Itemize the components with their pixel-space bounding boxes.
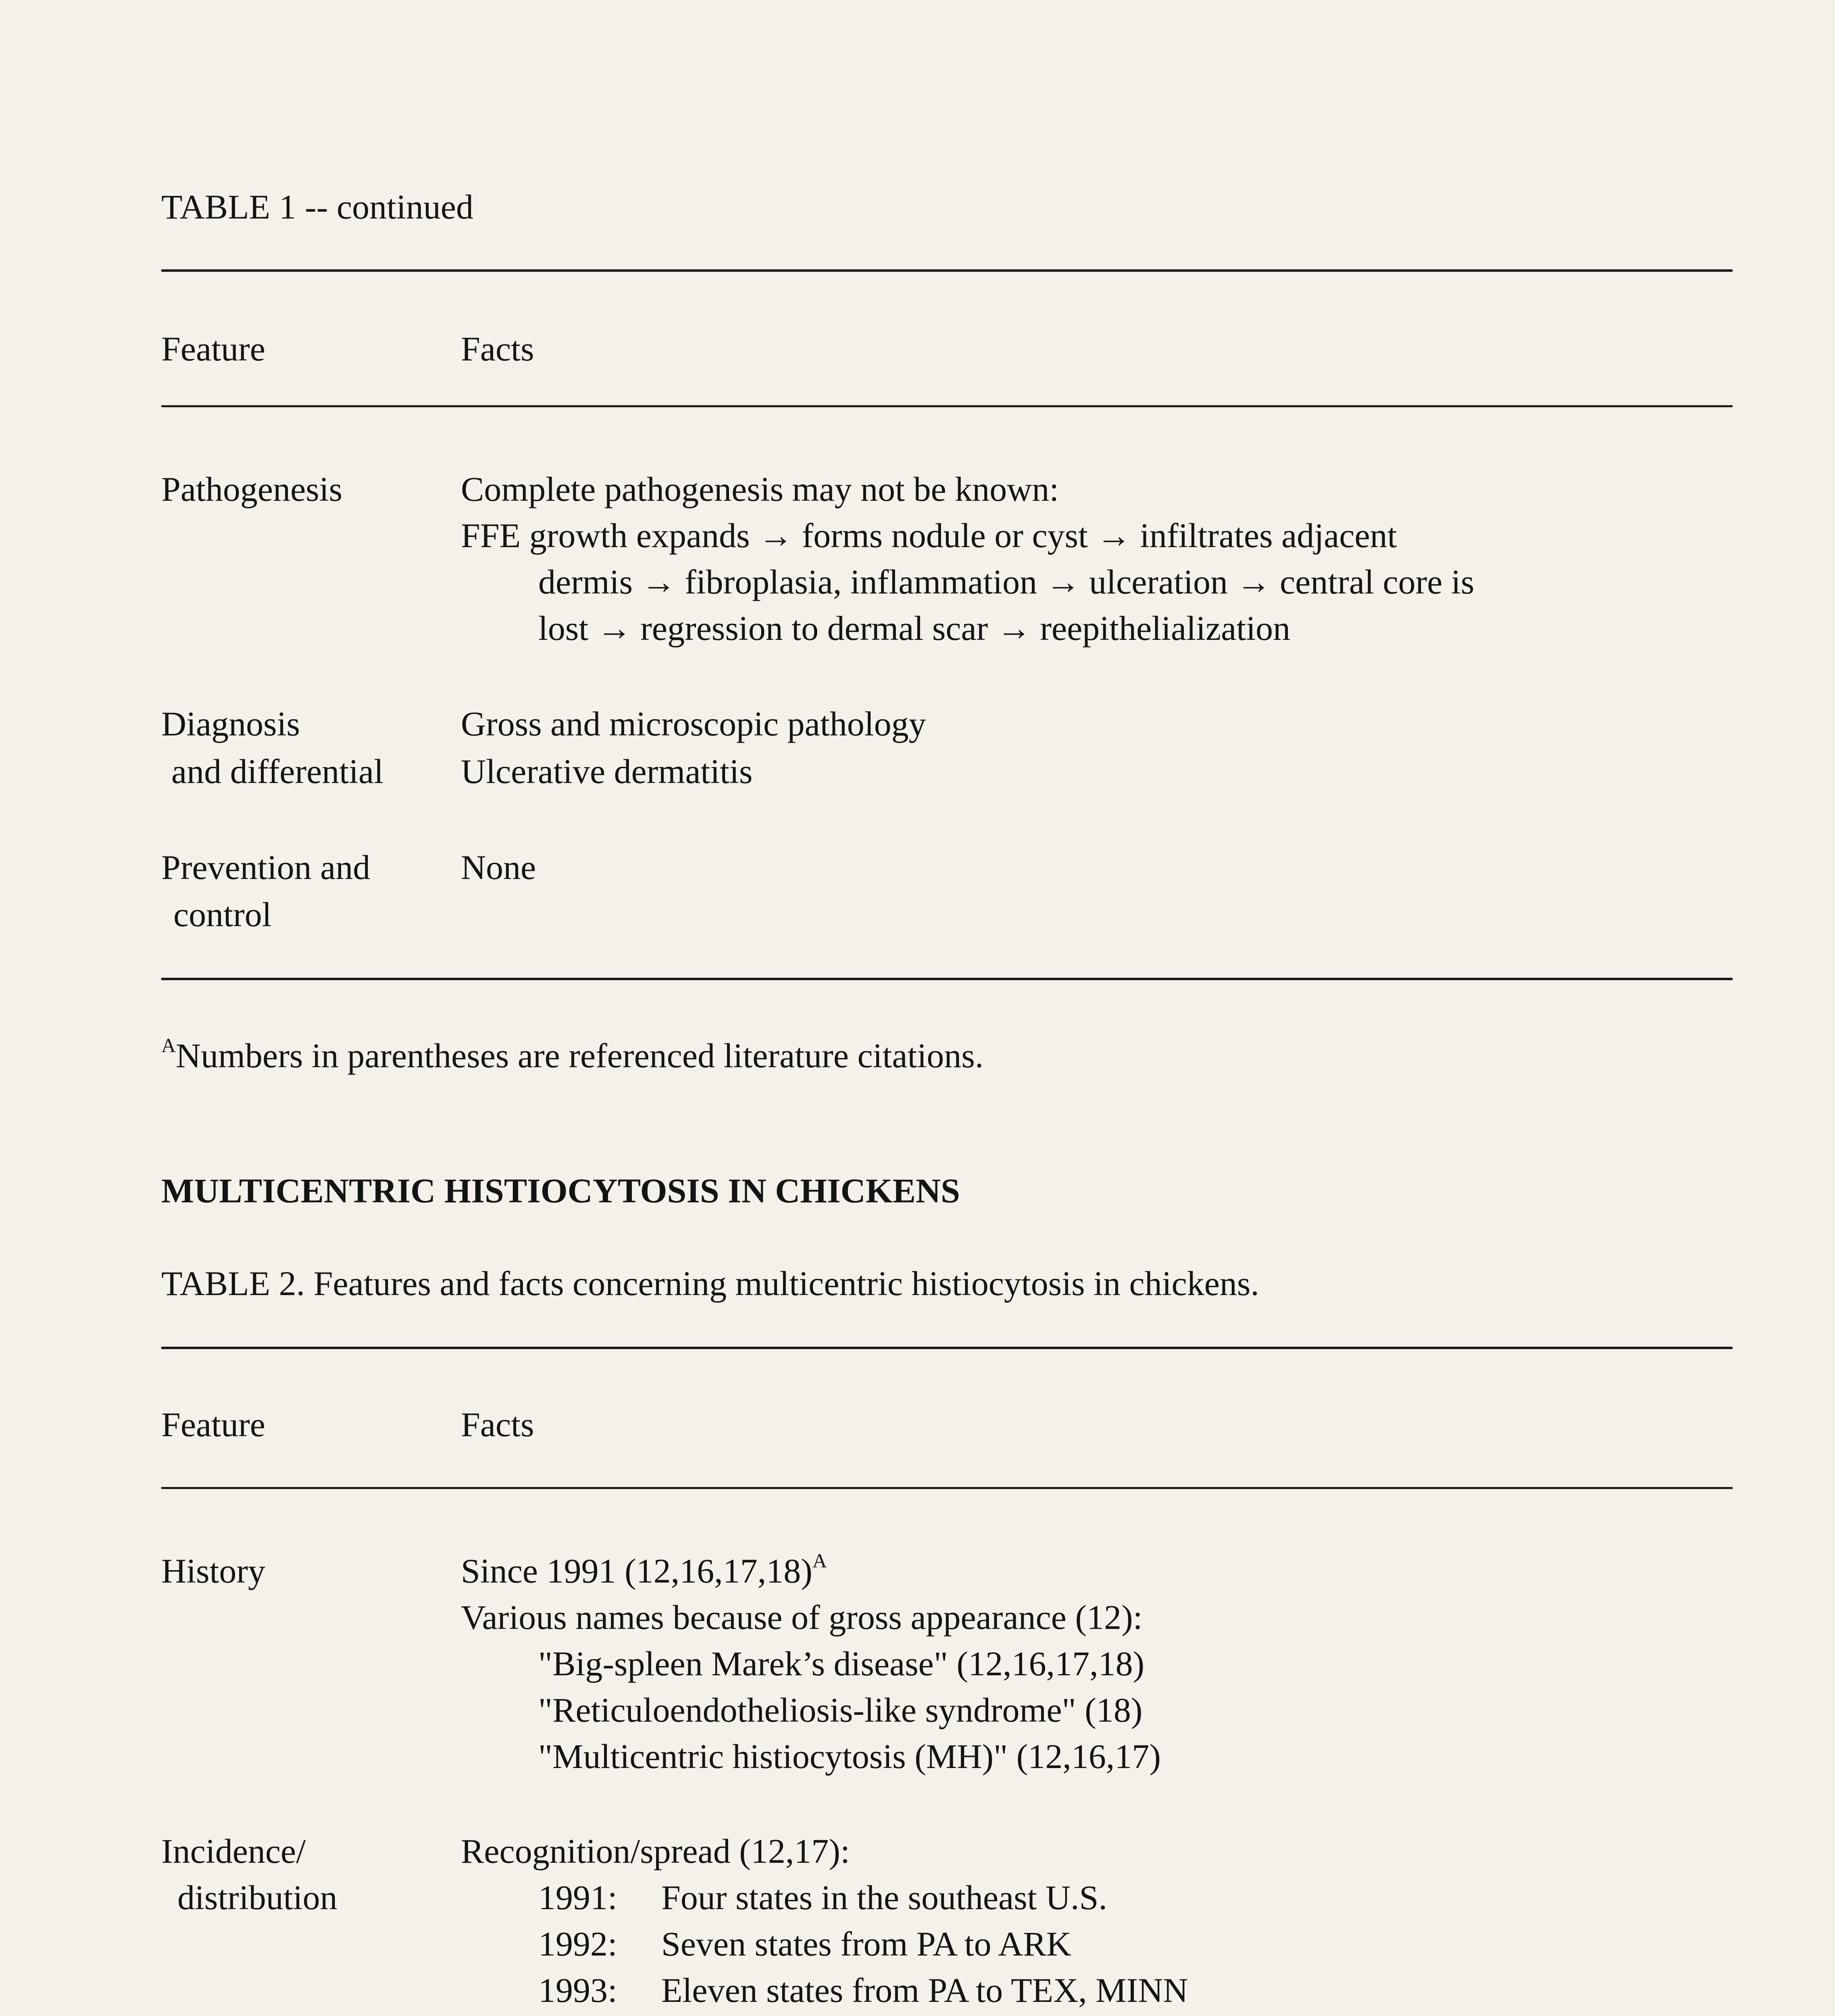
incidence-year: 1992: bbox=[538, 1924, 617, 1963]
row-feature-incidence-cont: distribution bbox=[177, 1878, 337, 1917]
table1-col-facts: Facts bbox=[461, 329, 534, 368]
diagnosis-line-1: Gross and microscopic pathology bbox=[461, 704, 926, 743]
row-feature-diagnosis: Diagnosis bbox=[161, 704, 300, 743]
incidence-year-text: Eleven states from PA to TEX, MINN bbox=[661, 1971, 1188, 2010]
history-name-1: "Big-spleen Marek’s disease" (12,16,17,18) bbox=[538, 1644, 1145, 1683]
section-title: MULTICENTRIC HISTIOCYTOSIS IN CHICKENS bbox=[161, 1171, 960, 1210]
history-since: Since 1991 $(12,16,17,18)^A$ bbox=[461, 1549, 827, 1590]
pathogenesis-line-4: lost → regression to dermal scar → reepithelialization bbox=[538, 609, 1291, 648]
table1-footnote: $^A$Numbers in parentheses are referenced literature citations. bbox=[161, 1034, 984, 1075]
table2-caption: TABLE 2. Features and facts concerning multicentric histiocytosis in chickens. bbox=[161, 1264, 1259, 1303]
incidence-intro: Recognition/spread (12,17): bbox=[461, 1832, 850, 1870]
row-feature-prevention: Prevention and bbox=[161, 848, 371, 887]
table1-top-rule bbox=[161, 269, 1733, 272]
table2-col-feature: Feature bbox=[161, 1405, 265, 1444]
history-name-3: "Multicentric histiocytosis (MH)" (12,16,17) bbox=[538, 1737, 1161, 1776]
incidence-year-text: Four states in the southeast U.S. bbox=[661, 1878, 1107, 1917]
row-feature-prevention-cont: control bbox=[173, 895, 272, 934]
table1-heading: TABLE 1 -- continued bbox=[161, 187, 474, 226]
table2-col-facts: Facts bbox=[461, 1405, 534, 1444]
table1-header-rule bbox=[161, 405, 1733, 407]
row-feature-incidence: Incidence/ bbox=[161, 1832, 306, 1870]
pathogenesis-line-1: Complete pathogenesis may not be known: bbox=[461, 470, 1059, 508]
history-names-intro: Various names because of gross appearance (12): bbox=[461, 1598, 1143, 1637]
row-feature-history: History bbox=[161, 1552, 265, 1590]
pathogenesis-line-3: dermis → fibroplasia, inflammation → ulceration → central core is bbox=[538, 562, 1475, 601]
row-feature-pathogenesis: Pathogenesis bbox=[161, 470, 343, 508]
table2-top-rule bbox=[161, 1347, 1733, 1349]
row-feature-diagnosis-cont: and differential bbox=[171, 752, 384, 791]
incidence-year-text: Seven states from PA to ARK bbox=[661, 1924, 1071, 1963]
prevention-line-1: None bbox=[461, 848, 536, 887]
incidence-year: 1993: bbox=[538, 1971, 617, 2010]
table2-header-rule bbox=[161, 1487, 1733, 1489]
diagnosis-line-2: Ulcerative dermatitis bbox=[461, 752, 753, 791]
history-name-2: "Reticuloendotheliosis-like syndrome" (18) bbox=[538, 1691, 1143, 1729]
incidence-year: 1991: bbox=[538, 1878, 617, 1917]
table1-bottom-rule bbox=[161, 978, 1733, 980]
pathogenesis-line-2: FFE growth expands → forms nodule or cyst → infiltrates adjacent bbox=[461, 516, 1397, 555]
table1-col-feature: Feature bbox=[161, 329, 265, 368]
